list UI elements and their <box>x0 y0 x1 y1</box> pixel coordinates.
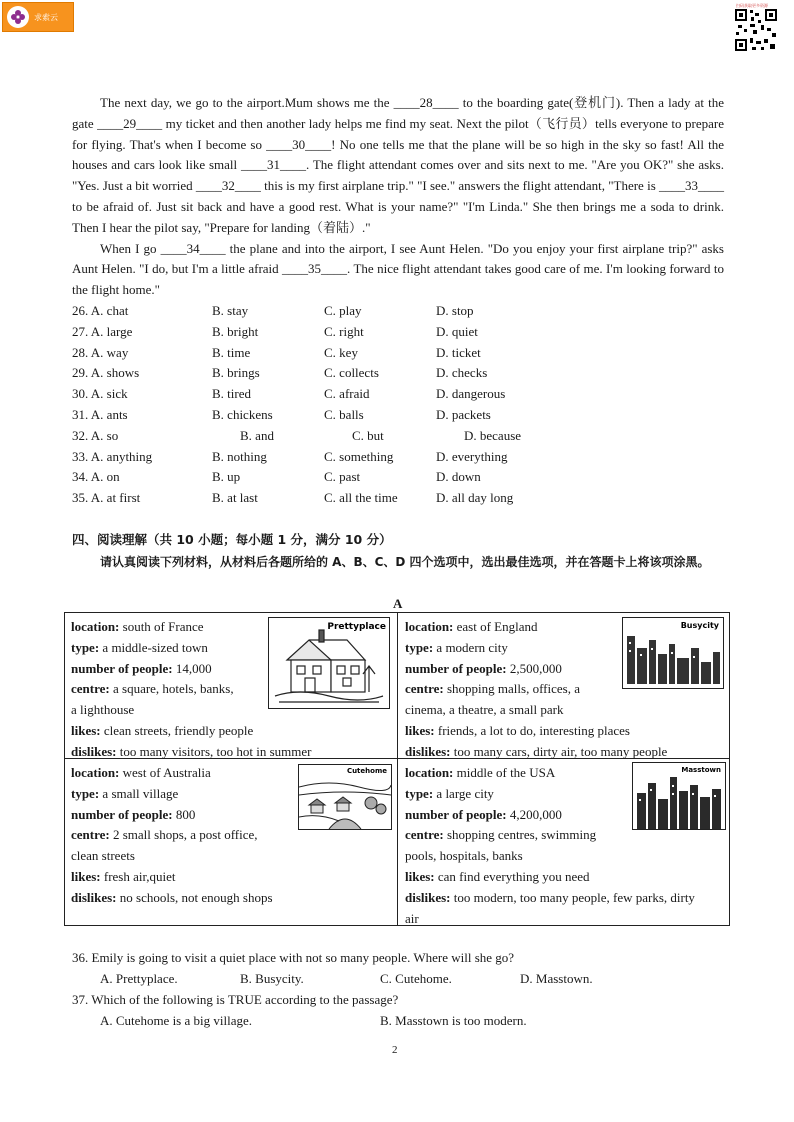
field-value: clean streets, friendly people <box>100 722 254 738</box>
picture-caption: Busycity <box>680 621 719 630</box>
cloze-paragraph-2: When I go ____34____ the plane and into the airport, I see Aunt Helen. "Do you enjoy your first airplane trip?" asks Aunt Helen. "I do, but I'm a little afraid ____35____. The nice flight attendant takes good care of me. I'm looking forward to the flight home." <box>72 240 724 298</box>
brand-logo <box>2 2 74 32</box>
option-d: D. Masstown. <box>520 970 593 986</box>
option-a: 27. A. large <box>72 323 133 339</box>
passage-label: A <box>393 596 403 611</box>
picture-caption: Masstown <box>681 766 721 774</box>
field-value: a lighthouse <box>71 702 135 718</box>
field-label: likes: <box>405 722 435 738</box>
cloze-options <box>72 301 692 509</box>
question-text: 36. Emily is going to visit a quiet place with not so many people. Where will she go? <box>72 950 515 965</box>
option-d: D. dangerous <box>436 386 506 402</box>
option-a: 31. A. ants <box>72 406 128 422</box>
answer-options <box>72 969 724 990</box>
option-row-30 <box>72 384 692 405</box>
field-value: fresh air,quiet <box>100 868 176 884</box>
option-d: D. packets <box>436 406 491 422</box>
logo-text: 求索云 <box>34 12 58 22</box>
field-value: middle of the USA <box>453 765 556 780</box>
field-label: dislikes: <box>71 889 117 905</box>
option-row-35 <box>72 488 692 509</box>
field-label: location: <box>405 765 454 780</box>
option-b: B. bright <box>212 323 259 339</box>
option-row-27 <box>72 322 692 343</box>
field-value: a small village <box>99 785 179 801</box>
field-value: too modern, too many people, few parks, dirty <box>450 889 695 905</box>
field-value: 14,000 <box>172 660 212 676</box>
cloze-paragraph-1: The next day, we go to the airport.Mum shows me the ____28____ to the boarding gate(登机门). Then a lady at the gate ____29____ my ticket and then another lady helps me find my seat. Next the pilot（飞行员）tells everyone to prepare for flying. That's when I become so ____30____! No one tells me that the plane will be so high in the sky so fast! All the houses and cars look like small ____31____. The flight attendant comes over and sits next to me. "Are you OK?" she asks. "Yes. Just a bit worried ____32____ this is my first airplane trip." "I see." answers the flight attendant, "There is ____33____ to be afraid of. Just sit back and have a good rest. What is your name?" "I'm Linda." She then brings me a soda to drink. Then I hear the pilot say, "Prepare for landing（着陆）." <box>72 95 724 235</box>
option-a: A. Cutehome is a big village. <box>100 1012 253 1028</box>
field-value: pools, hospitals, banks <box>405 848 523 864</box>
option-d: D. stop <box>436 303 474 318</box>
option-d: D. all day long <box>436 490 514 506</box>
picture-caption: Cutehome <box>346 767 387 775</box>
field-label: number of people: <box>405 806 507 822</box>
option-c: C. past <box>324 469 361 485</box>
picture-caption: Prettyplace <box>327 622 386 632</box>
field-value: 4,200,000 <box>506 806 562 822</box>
cloze-passage <box>72 93 724 301</box>
option-c: C. afraid <box>324 386 370 402</box>
field-label: location: <box>71 765 120 780</box>
field-value: 800 <box>172 806 196 822</box>
option-d: D. everything <box>436 448 508 464</box>
option-b: B. tired <box>212 386 251 402</box>
field-value: clean streets <box>71 848 135 864</box>
field-label: centre: <box>71 827 110 843</box>
option-b: B. time <box>212 344 251 360</box>
field-label: type: <box>71 785 100 801</box>
option-d: D. because <box>464 427 522 443</box>
busycity-picture <box>622 617 724 689</box>
option-c: C. balls <box>324 406 364 422</box>
option-d: D. down <box>436 469 481 485</box>
option-a: 34. A. on <box>72 469 120 485</box>
places-table <box>64 612 730 926</box>
option-row-26 <box>72 301 692 322</box>
option-row-32 <box>72 426 692 447</box>
option-c: C. Cutehome. <box>380 970 452 986</box>
field-value: 2,500,000 <box>506 660 562 676</box>
field-value: can find everything you need <box>434 868 590 884</box>
option-d: D. ticket <box>436 344 481 360</box>
option-b: B. nothing <box>212 448 267 464</box>
field-label: location: <box>405 619 454 634</box>
option-d: D. quiet <box>436 323 478 339</box>
option-a: 30. A. sick <box>72 386 128 402</box>
option-row-33 <box>72 447 692 468</box>
option-row-31 <box>72 405 692 426</box>
option-a: 28. A. way <box>72 344 129 360</box>
section-title: 四、阅读理解（共 10 小题；每小题 1 分，满分 10 分） <box>72 532 392 547</box>
option-c: C. but <box>352 427 384 443</box>
option-b: B. chickens <box>212 406 273 422</box>
field-label: dislikes: <box>71 743 117 759</box>
field-value: too many visitors, too hot in summer <box>116 743 312 759</box>
option-a: 35. A. at first <box>72 490 141 506</box>
option-d: D. checks <box>436 365 488 381</box>
option-row-28 <box>72 343 692 364</box>
option-a: 26. A. chat <box>72 303 129 318</box>
field-label: number of people: <box>405 660 507 676</box>
option-a: A. Prettyplace. <box>100 970 178 986</box>
option-b: B. stay <box>212 303 249 318</box>
option-row-29 <box>72 363 692 384</box>
option-row-34 <box>72 467 692 488</box>
question-37 <box>72 990 724 1032</box>
qr-code-icon <box>734 8 778 52</box>
field-label: type: <box>405 639 434 655</box>
option-a: 32. A. so <box>72 427 119 443</box>
field-label: likes: <box>71 868 101 884</box>
field-value: a modern city <box>433 639 508 655</box>
qr-caption: 扫码获取更多资源 <box>736 3 768 8</box>
flower-icon <box>7 6 29 28</box>
option-a: 29. A. shows <box>72 365 140 381</box>
field-value: west of Australia <box>119 765 211 780</box>
option-a: 33. A. anything <box>72 448 153 464</box>
field-label: likes: <box>71 722 101 738</box>
field-label: number of people: <box>71 660 173 676</box>
question-text: 37. Which of the following is TRUE according to the passage? <box>72 992 399 1007</box>
field-value: east of England <box>453 619 538 634</box>
option-b: B. at last <box>212 490 258 506</box>
field-value: a middle-sized town <box>99 639 208 655</box>
field-label: dislikes: <box>405 743 451 759</box>
field-value: no schools, not enough shops <box>116 889 273 905</box>
field-label: centre: <box>71 681 110 697</box>
page-number: 2 <box>392 1044 398 1056</box>
section-instruction: 请认真阅读下列材料，从材料后各题所给的 A、B、C、D 四个选项中，选出最佳选项，并在答题卡上将该项涂黑。 <box>100 555 710 569</box>
field-label: type: <box>71 639 100 655</box>
field-value: air <box>405 910 419 926</box>
field-value: shopping malls, offices, a <box>443 681 580 697</box>
field-value: south of France <box>119 619 204 634</box>
question-36 <box>72 948 724 990</box>
option-c: C. key <box>324 344 358 360</box>
option-b: B. Masstown is too modern. <box>380 1012 527 1028</box>
cutehome-picture <box>298 764 392 830</box>
field-value: a square, hotels, banks, <box>109 681 234 697</box>
field-value: a large city <box>433 785 494 801</box>
option-b: B. Busycity. <box>240 970 304 986</box>
field-label: centre: <box>405 681 444 697</box>
field-value: shopping centres, swimming <box>443 827 597 843</box>
option-c: C. something <box>324 448 394 464</box>
option-b: B. up <box>212 469 241 485</box>
answer-options <box>72 1011 724 1032</box>
masstown-picture <box>632 762 726 830</box>
field-value: friends, a lot to do, interesting places <box>434 722 630 738</box>
option-c: C. right <box>324 323 364 339</box>
field-label: dislikes: <box>405 889 451 905</box>
prettyplace-picture <box>268 617 390 709</box>
option-b: B. and <box>240 427 274 443</box>
field-value: cinema, a theatre, a small park <box>405 702 564 718</box>
option-c: C. collects <box>324 365 379 381</box>
field-value: too many cars, dirty air, too many people <box>450 743 668 759</box>
field-value: 2 small shops, a post office, <box>109 827 258 843</box>
field-label: number of people: <box>71 806 173 822</box>
field-label: likes: <box>405 868 435 884</box>
option-c: C. all the time <box>324 490 398 506</box>
field-label: location: <box>71 619 120 634</box>
option-c: C. play <box>324 303 362 318</box>
option-b: B. brings <box>212 365 260 381</box>
field-label: type: <box>405 785 434 801</box>
field-label: centre: <box>405 827 444 843</box>
